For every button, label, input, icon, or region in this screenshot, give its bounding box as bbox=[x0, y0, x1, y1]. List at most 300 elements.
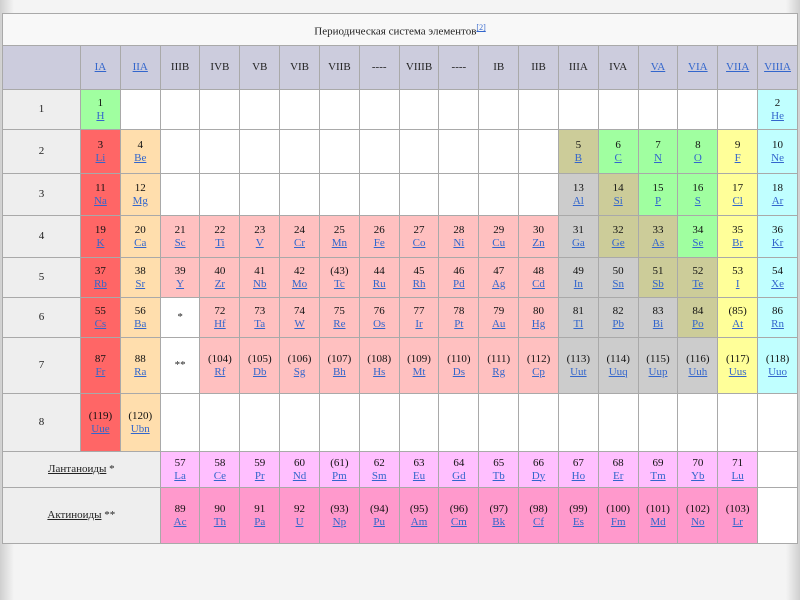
atomic-number: 91 bbox=[254, 502, 266, 515]
element-cell[interactable] bbox=[519, 338, 559, 394]
element-cell[interactable] bbox=[718, 338, 758, 394]
element-cell[interactable] bbox=[319, 488, 359, 544]
element-symbol-link[interactable]: C bbox=[614, 151, 622, 164]
element-cell[interactable] bbox=[598, 488, 638, 544]
element-cell[interactable] bbox=[200, 298, 240, 338]
element-symbol-link[interactable]: Xe bbox=[771, 277, 784, 290]
element-symbol-link[interactable]: O bbox=[693, 151, 702, 164]
element-symbol-link[interactable]: Cp bbox=[532, 365, 545, 378]
element-symbol-link[interactable]: Cs bbox=[94, 317, 107, 330]
element-cell[interactable] bbox=[558, 488, 598, 544]
empty-cell bbox=[399, 130, 439, 174]
element-cell[interactable] bbox=[319, 258, 359, 298]
atomic-number: 32 bbox=[612, 223, 624, 236]
group-label: VIA bbox=[688, 61, 708, 73]
empty-cell bbox=[598, 90, 638, 130]
element-symbol-link[interactable]: As bbox=[651, 236, 665, 249]
element-symbol-link[interactable]: Ru bbox=[372, 277, 386, 290]
element-cell[interactable] bbox=[399, 258, 439, 298]
group-label: VIIB bbox=[328, 61, 351, 73]
element-symbol-link[interactable]: Mo bbox=[291, 277, 308, 290]
atomic-number: 77 bbox=[413, 304, 425, 317]
atomic-number: (99) bbox=[569, 502, 588, 515]
group-header bbox=[359, 46, 399, 90]
element-cell[interactable] bbox=[638, 258, 678, 298]
group-header[interactable] bbox=[120, 46, 160, 90]
element-symbol-link[interactable]: Re bbox=[333, 317, 346, 330]
element-symbol-link[interactable]: Ta bbox=[254, 317, 266, 330]
element-cell[interactable] bbox=[280, 452, 320, 488]
atomic-number: 7 bbox=[655, 138, 661, 151]
element-cell[interactable] bbox=[479, 216, 519, 258]
element-cell[interactable] bbox=[200, 488, 240, 544]
element-symbol-link[interactable]: Al bbox=[572, 194, 584, 207]
element-symbol-link[interactable]: Zn bbox=[532, 236, 545, 249]
element-cell[interactable] bbox=[678, 130, 718, 174]
element-cell[interactable] bbox=[758, 338, 798, 394]
element-cell[interactable] bbox=[399, 338, 439, 394]
atomic-number: 47 bbox=[493, 264, 505, 277]
element-cell[interactable] bbox=[160, 216, 200, 258]
element-symbol-link[interactable]: Rg bbox=[492, 365, 506, 378]
element-cell[interactable] bbox=[678, 216, 718, 258]
element-cell[interactable] bbox=[439, 298, 479, 338]
element-cell[interactable] bbox=[598, 298, 638, 338]
element-cell[interactable] bbox=[359, 488, 399, 544]
empty-cell bbox=[319, 130, 359, 174]
element-symbol-link[interactable]: Hf bbox=[214, 317, 226, 330]
element-cell[interactable] bbox=[240, 452, 280, 488]
element-symbol-link[interactable]: U bbox=[295, 515, 304, 528]
period-number: 2 bbox=[3, 130, 81, 174]
element-symbol-link[interactable]: Ge bbox=[611, 236, 625, 249]
element-cell[interactable] bbox=[558, 298, 598, 338]
element-symbol-link[interactable]: Au bbox=[491, 317, 506, 330]
element-symbol-link[interactable]: Ho bbox=[571, 469, 586, 482]
element-cell[interactable] bbox=[240, 298, 280, 338]
atomic-number: 52 bbox=[692, 264, 704, 277]
element-symbol-link[interactable]: Y bbox=[176, 277, 185, 290]
element-symbol-link[interactable]: Lr bbox=[732, 515, 743, 528]
element-cell[interactable] bbox=[439, 452, 479, 488]
element-cell[interactable] bbox=[479, 298, 519, 338]
element-cell[interactable] bbox=[718, 488, 758, 544]
element-symbol-link[interactable]: Uup bbox=[648, 365, 668, 378]
element-symbol-link[interactable]: Ne bbox=[771, 151, 784, 164]
element-cell[interactable] bbox=[598, 216, 638, 258]
element-cell[interactable] bbox=[678, 452, 718, 488]
element-symbol-link[interactable]: Bk bbox=[492, 515, 506, 528]
empty-cell bbox=[439, 130, 479, 174]
element-symbol-link[interactable]: Bh bbox=[332, 365, 346, 378]
element-cell[interactable] bbox=[758, 130, 798, 174]
element-cell[interactable] bbox=[479, 338, 519, 394]
atomic-number: 11 bbox=[95, 181, 106, 194]
element-symbol-link[interactable]: Md bbox=[650, 515, 666, 528]
element-cell[interactable] bbox=[638, 216, 678, 258]
element-cell[interactable] bbox=[598, 174, 638, 216]
element-symbol-link[interactable]: Eu bbox=[412, 469, 426, 482]
element-symbol-link[interactable]: Dy bbox=[531, 469, 546, 482]
element-symbol-link[interactable]: Cm bbox=[450, 515, 467, 528]
element-symbol-link[interactable]: Rh bbox=[412, 277, 426, 290]
empty-cell bbox=[439, 174, 479, 216]
element-symbol-link[interactable]: Co bbox=[412, 236, 426, 249]
element-symbol-link[interactable]: Sb bbox=[652, 277, 664, 290]
group-header bbox=[439, 46, 479, 90]
element-symbol-link[interactable]: Nb bbox=[253, 277, 267, 290]
element-cell[interactable] bbox=[319, 452, 359, 488]
element-cell[interactable] bbox=[359, 452, 399, 488]
element-cell[interactable] bbox=[678, 298, 718, 338]
atomic-number: 36 bbox=[772, 223, 784, 236]
element-symbol-link[interactable]: Ds bbox=[452, 365, 465, 378]
element-cell[interactable] bbox=[120, 130, 160, 174]
series-label[interactable] bbox=[3, 452, 161, 488]
element-cell[interactable] bbox=[81, 174, 121, 216]
group-header bbox=[479, 46, 519, 90]
element-cell[interactable] bbox=[758, 258, 798, 298]
element-cell[interactable] bbox=[81, 394, 121, 452]
element-cell[interactable] bbox=[558, 338, 598, 394]
element-cell[interactable] bbox=[678, 488, 718, 544]
element-symbol-link[interactable]: Cr bbox=[294, 236, 306, 249]
group-header[interactable] bbox=[638, 46, 678, 90]
atomic-number: 26 bbox=[373, 223, 385, 236]
element-symbol-link[interactable]: He bbox=[771, 109, 784, 122]
element-symbol-link[interactable]: Lu bbox=[731, 469, 744, 482]
element-cell[interactable] bbox=[120, 338, 160, 394]
element-symbol-link[interactable]: Pr bbox=[254, 469, 265, 482]
element-symbol-link[interactable]: S bbox=[694, 194, 701, 207]
series-label-link[interactable]: Актиноиды bbox=[47, 509, 102, 521]
element-symbol-link[interactable]: Th bbox=[213, 515, 227, 528]
element-symbol-link[interactable]: F bbox=[734, 151, 741, 164]
element-symbol-link[interactable]: Ac bbox=[173, 515, 187, 528]
element-symbol-link[interactable]: Fe bbox=[373, 236, 385, 249]
element-symbol-link[interactable]: Uuq bbox=[608, 365, 628, 378]
element-cell[interactable] bbox=[638, 130, 678, 174]
element-cell[interactable] bbox=[120, 258, 160, 298]
element-symbol-link[interactable]: Sc bbox=[174, 236, 186, 249]
element-symbol-link[interactable]: Ga bbox=[571, 236, 585, 249]
element-cell[interactable] bbox=[81, 298, 121, 338]
element-symbol-link[interactable]: Cl bbox=[732, 194, 743, 207]
element-cell[interactable] bbox=[200, 216, 240, 258]
empty-cell bbox=[280, 174, 320, 216]
element-cell[interactable] bbox=[399, 298, 439, 338]
element-cell[interactable] bbox=[558, 452, 598, 488]
element-cell[interactable] bbox=[439, 488, 479, 544]
element-cell[interactable] bbox=[359, 216, 399, 258]
element-cell[interactable] bbox=[519, 216, 559, 258]
element-symbol-link[interactable]: Sn bbox=[612, 277, 624, 290]
element-cell[interactable] bbox=[519, 452, 559, 488]
element-symbol-link[interactable]: Zr bbox=[214, 277, 226, 290]
element-symbol-link[interactable]: Uue bbox=[91, 422, 110, 435]
empty-cell bbox=[598, 394, 638, 452]
atomic-number: 5 bbox=[575, 138, 582, 151]
element-symbol-link[interactable]: P bbox=[654, 194, 662, 207]
element-symbol-link[interactable]: At bbox=[732, 317, 744, 330]
group-label: IA bbox=[94, 61, 107, 73]
element-symbol-link[interactable]: Ti bbox=[215, 236, 225, 249]
empty-cell bbox=[718, 394, 758, 452]
element-cell[interactable] bbox=[758, 298, 798, 338]
element-cell[interactable] bbox=[718, 452, 758, 488]
element-cell[interactable] bbox=[558, 216, 598, 258]
element-cell[interactable] bbox=[598, 338, 638, 394]
element-cell[interactable] bbox=[399, 216, 439, 258]
element-symbol-link[interactable]: Ag bbox=[491, 277, 506, 290]
element-symbol-link[interactable]: Pu bbox=[373, 515, 386, 528]
element-symbol-link[interactable]: Kr bbox=[771, 236, 784, 249]
element-symbol-link[interactable]: Db bbox=[253, 365, 267, 378]
element-cell[interactable] bbox=[359, 338, 399, 394]
element-symbol-link[interactable]: Cf bbox=[533, 515, 545, 528]
element-symbol-link[interactable]: Os bbox=[373, 317, 386, 330]
element-cell[interactable] bbox=[678, 258, 718, 298]
atomic-number: 90 bbox=[214, 502, 226, 515]
element-cell[interactable] bbox=[718, 130, 758, 174]
element-cell[interactable] bbox=[439, 258, 479, 298]
element-cell[interactable] bbox=[638, 298, 678, 338]
element-cell[interactable] bbox=[240, 258, 280, 298]
element-cell[interactable] bbox=[479, 258, 519, 298]
element-cell[interactable] bbox=[558, 130, 598, 174]
atomic-number: 78 bbox=[453, 304, 465, 317]
element-symbol-link[interactable]: Sm bbox=[371, 469, 387, 482]
element-symbol-link[interactable]: N bbox=[654, 151, 662, 164]
element-cell[interactable] bbox=[519, 488, 559, 544]
element-cell[interactable] bbox=[359, 298, 399, 338]
element-symbol-link[interactable]: Ba bbox=[134, 317, 147, 330]
element-symbol-link[interactable]: Ni bbox=[453, 236, 465, 249]
element-symbol-link[interactable]: Ar bbox=[771, 194, 784, 207]
atomic-number: 20 bbox=[134, 223, 146, 236]
element-symbol-link[interactable]: Uuo bbox=[768, 365, 788, 378]
element-cell[interactable] bbox=[598, 130, 638, 174]
element-cell[interactable] bbox=[519, 298, 559, 338]
element-cell[interactable] bbox=[280, 258, 320, 298]
element-cell[interactable] bbox=[638, 452, 678, 488]
atomic-number: 58 bbox=[214, 456, 226, 469]
element-cell[interactable] bbox=[160, 488, 200, 544]
element-symbol-link[interactable]: Be bbox=[134, 151, 147, 164]
element-cell[interactable] bbox=[399, 452, 439, 488]
element-symbol-link[interactable]: I bbox=[735, 277, 740, 290]
element-symbol-link[interactable]: W bbox=[294, 317, 305, 330]
element-cell[interactable] bbox=[280, 216, 320, 258]
element-symbol-link[interactable]: Hs bbox=[373, 365, 386, 378]
element-symbol-link[interactable]: Yb bbox=[691, 469, 705, 482]
element-symbol-link[interactable]: Nd bbox=[292, 469, 307, 482]
element-cell[interactable] bbox=[200, 452, 240, 488]
element-cell[interactable] bbox=[280, 298, 320, 338]
element-symbol-link[interactable]: Uut bbox=[570, 365, 587, 378]
element-symbol-link[interactable]: Cd bbox=[532, 277, 545, 290]
element-symbol-link[interactable]: Mn bbox=[331, 236, 348, 249]
group-header bbox=[160, 46, 200, 90]
element-symbol-link[interactable]: Pm bbox=[332, 469, 347, 482]
element-symbol-link[interactable]: B bbox=[574, 151, 583, 164]
element-cell[interactable] bbox=[81, 258, 121, 298]
element-symbol-link[interactable]: Tc bbox=[333, 277, 345, 290]
group-header[interactable] bbox=[678, 46, 718, 90]
element-symbol-link[interactable]: La bbox=[174, 469, 186, 482]
group-header[interactable] bbox=[81, 46, 121, 90]
element-cell[interactable] bbox=[758, 174, 798, 216]
element-symbol-link[interactable]: Uuh bbox=[688, 365, 708, 378]
element-symbol-link[interactable]: Na bbox=[94, 194, 107, 207]
atomic-number: (98) bbox=[529, 502, 548, 515]
empty-cell bbox=[479, 394, 519, 452]
element-symbol-link[interactable]: Fr bbox=[95, 365, 106, 378]
element-symbol-link[interactable]: Hg bbox=[531, 317, 546, 330]
element-cell[interactable] bbox=[280, 338, 320, 394]
element-cell[interactable] bbox=[558, 174, 598, 216]
element-symbol-link[interactable]: Gd bbox=[452, 469, 466, 482]
element-symbol-link[interactable]: Pt bbox=[454, 317, 464, 330]
element-cell[interactable] bbox=[479, 488, 519, 544]
element-symbol-link[interactable]: Rf bbox=[214, 365, 226, 378]
element-symbol-link[interactable]: Ca bbox=[134, 236, 147, 249]
element-cell[interactable] bbox=[120, 174, 160, 216]
atomic-number: 50 bbox=[612, 264, 624, 277]
atomic-number: 87 bbox=[94, 352, 106, 365]
element-cell[interactable] bbox=[160, 452, 200, 488]
element-symbol-link[interactable]: Cu bbox=[492, 236, 506, 249]
element-symbol-link[interactable]: Np bbox=[332, 515, 347, 528]
element-cell[interactable] bbox=[758, 216, 798, 258]
empty-cell bbox=[399, 90, 439, 130]
group-header bbox=[558, 46, 598, 90]
element-symbol-link[interactable]: Tl bbox=[573, 317, 584, 330]
element-symbol-link[interactable]: Rb bbox=[93, 277, 107, 290]
element-cell[interactable] bbox=[678, 174, 718, 216]
element-symbol-link[interactable]: Sr bbox=[135, 277, 146, 290]
series-label[interactable] bbox=[3, 488, 161, 544]
element-cell[interactable] bbox=[598, 452, 638, 488]
element-cell[interactable] bbox=[598, 258, 638, 298]
element-symbol-link[interactable]: Fm bbox=[610, 515, 626, 528]
element-cell[interactable] bbox=[280, 488, 320, 544]
corner-cell bbox=[3, 46, 81, 90]
element-cell[interactable] bbox=[399, 488, 439, 544]
element-cell[interactable] bbox=[200, 258, 240, 298]
element-cell[interactable] bbox=[81, 216, 121, 258]
element-cell[interactable] bbox=[200, 338, 240, 394]
element-cell[interactable] bbox=[81, 90, 121, 130]
group-header bbox=[240, 46, 280, 90]
element-cell[interactable] bbox=[758, 90, 798, 130]
element-cell[interactable] bbox=[319, 298, 359, 338]
element-symbol-link[interactable]: Ce bbox=[213, 469, 227, 482]
element-symbol-link[interactable]: Uus bbox=[728, 365, 747, 378]
element-symbol-link[interactable]: Am bbox=[410, 515, 428, 528]
series-label-link[interactable]: Лантаноиды bbox=[48, 463, 107, 475]
element-cell[interactable] bbox=[359, 258, 399, 298]
empty-cell bbox=[160, 394, 200, 452]
element-symbol-link[interactable]: V bbox=[255, 236, 264, 249]
empty-cell bbox=[399, 394, 439, 452]
element-symbol-link[interactable]: Si bbox=[613, 194, 623, 207]
element-cell[interactable] bbox=[240, 216, 280, 258]
element-cell[interactable] bbox=[638, 174, 678, 216]
element-symbol-link[interactable]: Pd bbox=[453, 277, 465, 290]
element-cell[interactable] bbox=[120, 216, 160, 258]
element-symbol-link[interactable]: Mg bbox=[132, 194, 148, 207]
element-cell[interactable] bbox=[240, 488, 280, 544]
element-cell[interactable] bbox=[439, 338, 479, 394]
atomic-number: (96) bbox=[449, 502, 469, 515]
group-label: VIB bbox=[290, 61, 310, 73]
group-header bbox=[598, 46, 638, 90]
element-symbol-link[interactable]: Br bbox=[732, 236, 744, 249]
element-symbol-link[interactable]: Ir bbox=[415, 317, 423, 330]
element-symbol-link[interactable]: Sg bbox=[293, 365, 306, 378]
element-symbol-link[interactable]: Er bbox=[612, 469, 624, 482]
element-cell[interactable] bbox=[81, 338, 121, 394]
element-cell[interactable] bbox=[638, 488, 678, 544]
element-cell[interactable] bbox=[638, 338, 678, 394]
element-cell[interactable] bbox=[718, 216, 758, 258]
atomic-number: 9 bbox=[734, 138, 741, 151]
element-symbol-link[interactable]: Rn bbox=[771, 317, 784, 330]
element-cell[interactable] bbox=[160, 258, 200, 298]
element-cell[interactable] bbox=[120, 298, 160, 338]
element-cell[interactable] bbox=[120, 394, 160, 452]
group-header[interactable] bbox=[718, 46, 758, 90]
element-symbol-link[interactable]: Se bbox=[692, 236, 704, 249]
element-cell[interactable] bbox=[319, 216, 359, 258]
element-symbol-link[interactable]: Ra bbox=[134, 365, 147, 378]
element-cell[interactable] bbox=[678, 338, 718, 394]
element-cell[interactable] bbox=[558, 258, 598, 298]
element-symbol-link[interactable]: Ubn bbox=[130, 422, 150, 435]
element-cell[interactable] bbox=[439, 216, 479, 258]
element-cell[interactable] bbox=[718, 258, 758, 298]
element-symbol-link[interactable]: No bbox=[691, 515, 705, 528]
element-cell[interactable] bbox=[319, 338, 359, 394]
element-symbol-link[interactable]: Pa bbox=[254, 515, 266, 528]
title-ref-link[interactable]: [2] bbox=[476, 22, 486, 32]
group-header[interactable] bbox=[758, 46, 798, 90]
element-symbol-link[interactable]: Tm bbox=[650, 469, 666, 482]
element-cell[interactable] bbox=[240, 338, 280, 394]
period-row bbox=[3, 258, 798, 298]
atomic-number: 44 bbox=[373, 264, 385, 277]
element-cell[interactable] bbox=[519, 258, 559, 298]
element-symbol-link[interactable]: Mt bbox=[412, 365, 426, 378]
element-symbol-link[interactable]: K bbox=[96, 236, 105, 249]
element-symbol-link[interactable]: H bbox=[96, 109, 105, 122]
element-cell[interactable] bbox=[718, 298, 758, 338]
element-cell[interactable] bbox=[81, 130, 121, 174]
element-cell[interactable] bbox=[479, 452, 519, 488]
element-symbol-link[interactable]: In bbox=[573, 277, 583, 290]
period-number: 4 bbox=[3, 216, 81, 258]
element-symbol-link[interactable]: Te bbox=[692, 277, 704, 290]
element-symbol-link[interactable]: Po bbox=[692, 317, 704, 330]
element-symbol-link[interactable]: Li bbox=[95, 151, 106, 164]
element-symbol-link[interactable]: Es bbox=[572, 515, 584, 528]
element-symbol-link[interactable]: Bi bbox=[652, 317, 664, 330]
element-cell[interactable] bbox=[718, 174, 758, 216]
atomic-number: (106) bbox=[287, 352, 312, 365]
element-symbol-link[interactable]: Tb bbox=[492, 469, 505, 482]
element-symbol-link[interactable]: Pb bbox=[612, 317, 624, 330]
